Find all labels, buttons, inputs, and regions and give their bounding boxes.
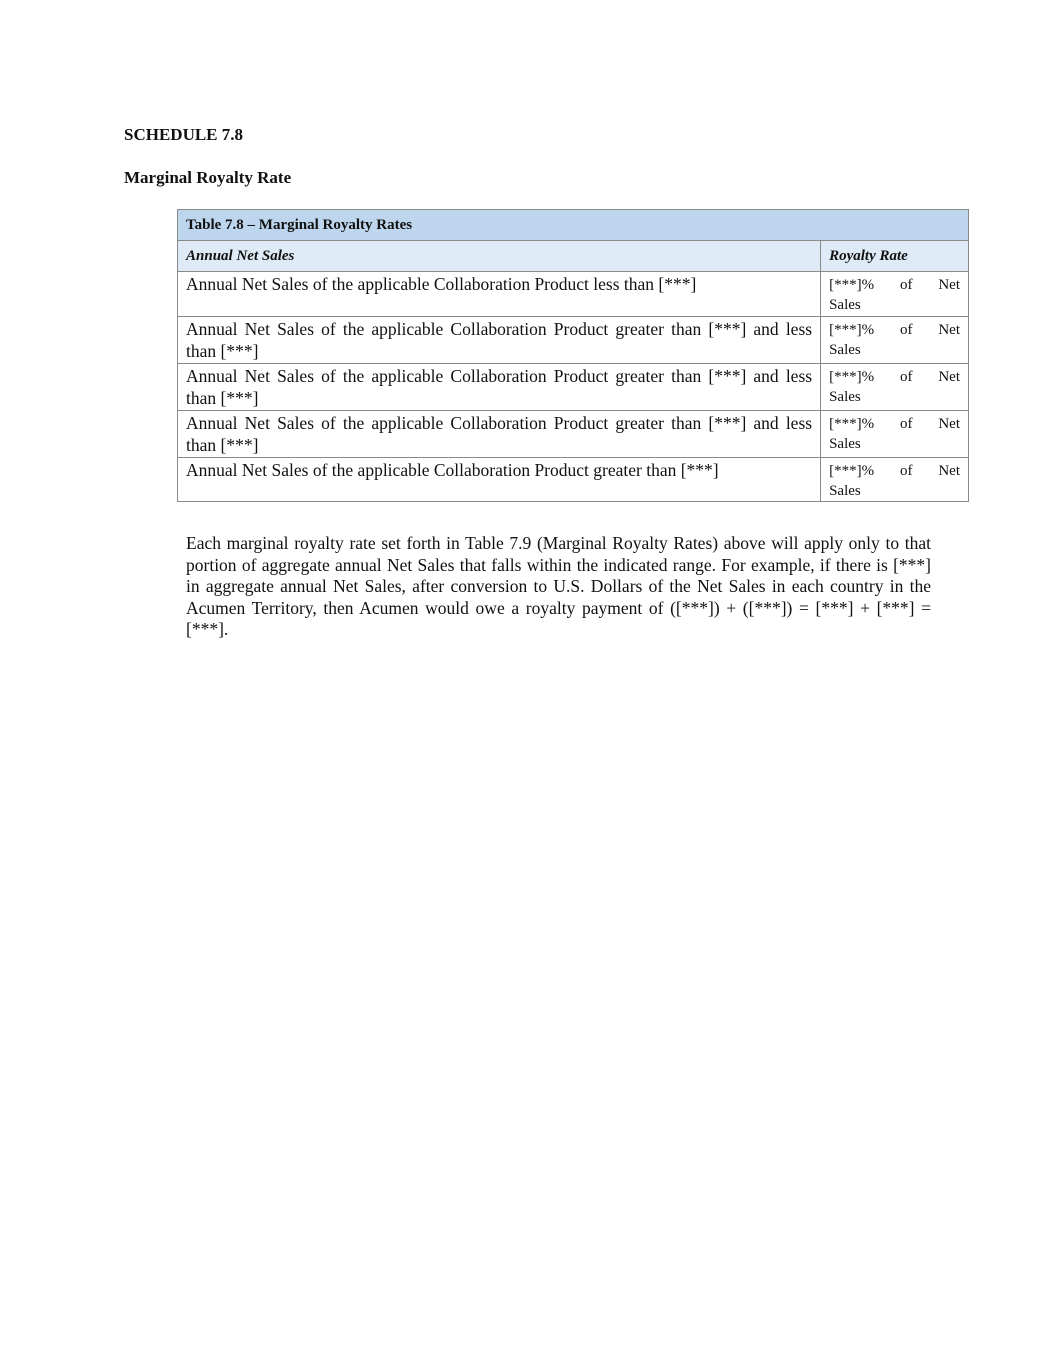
rate-of: of [899,322,913,338]
rate-sales: Sales [829,342,861,358]
header-annual-net-sales: Annual Net Sales [178,241,821,272]
rate-sales: Sales [829,436,861,452]
section-heading: Marginal Royalty Rate [124,168,292,187]
sales-range-cell: Annual Net Sales of the applicable Collaboration Product greater than [***] and less than [***] [178,411,821,458]
rate-of: of [899,463,913,479]
royalty-rate-cell [821,458,969,502]
table-row [178,411,969,458]
rate-percent: [***]% [829,277,875,293]
rate-sales: Sales [829,389,861,405]
royalty-rate-cell [821,272,969,317]
sales-range-cell: Annual Net Sales of the applicable Collaboration Product greater than [***] [178,458,821,502]
table-row [178,458,969,502]
rate-percent: [***]% [829,463,875,479]
royalty-rate-cell [821,317,969,364]
rate-sales: Sales [829,483,861,499]
rate-net: Net [938,416,960,432]
table-caption-row [178,210,969,241]
rate-of: of [899,416,913,432]
royalty-rate-cell [821,364,969,411]
rate-percent: [***]% [829,322,875,338]
rate-percent: [***]% [829,416,875,432]
rate-net: Net [938,369,960,385]
rate-of: of [899,369,913,385]
rate-sales: Sales [829,297,861,313]
example-paragraph: Each marginal royalty rate set forth in Table 7.9 (Marginal Royalty Rates) above will apply only to that portion of aggregate annual Net Sales that falls within the indicated range. For example, if there is [***] in aggregate annual Net Sales, after conversion to U.S. Dollars of the Net Sales in each country in the Acumen Territory, then Acumen would owe a royalty payment of ([***]) + ([***]) = [***] + [***] = [***]. [186,533,931,640]
sales-range-cell: Annual Net Sales of the applicable Collaboration Product less than [***] [178,272,821,317]
rate-net: Net [938,322,960,338]
sales-range-cell: Annual Net Sales of the applicable Collaboration Product greater than [***] and less than [***] [178,364,821,411]
header-royalty-rate: Royalty Rate [821,241,969,272]
table-row [178,272,969,317]
royalty-rates-table [177,209,969,502]
table-caption: Table 7.8 – Marginal Royalty Rates [178,210,969,241]
table-row [178,317,969,364]
schedule-heading: SCHEDULE 7.8 [124,125,244,144]
rate-percent: [***]% [829,369,875,385]
rate-net: Net [938,463,960,479]
rate-net: Net [938,277,960,293]
table-row [178,364,969,411]
table-header-row [178,241,969,272]
rate-of: of [899,277,913,293]
sales-range-cell: Annual Net Sales of the applicable Collaboration Product greater than [***] and less than [***] [178,317,821,364]
royalty-rate-cell [821,411,969,458]
